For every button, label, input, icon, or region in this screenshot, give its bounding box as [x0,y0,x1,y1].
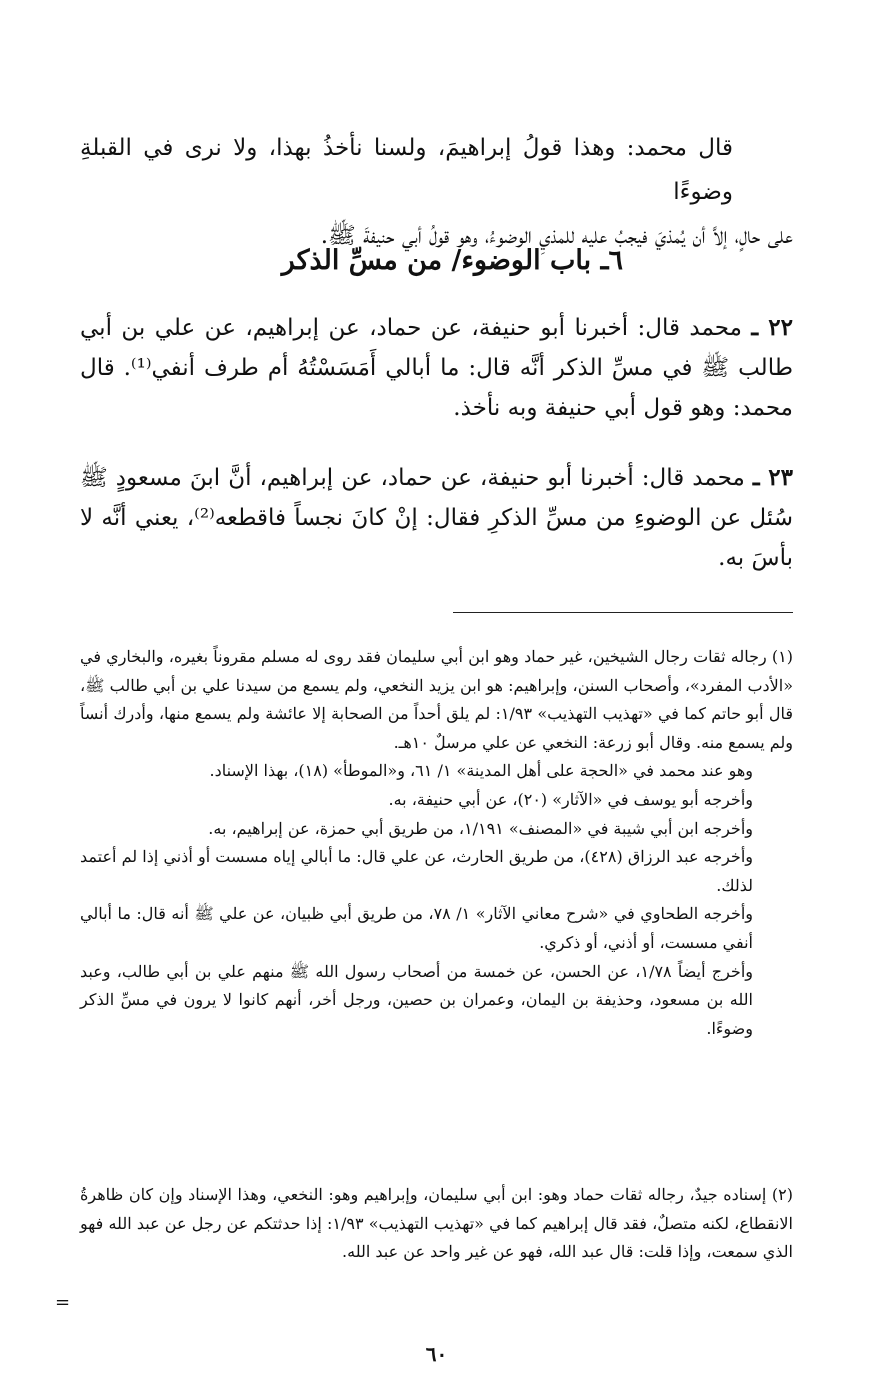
footnote-paragraph: وأخرج أيضاً ١/٧٨، عن الحسن، عن خمسة من أصحاب رسول الله ﷺ منهم علي بن أبي طالب، وعبد الله بن مسعود، وحذيفة بن اليمان، وعمران بن حصين، ورجل أخر، أنهم كانوا لا يرون في مسِّ الذكر وضوءًا. [80,961,753,1038]
page-number: ٦٠ [425,1342,448,1366]
footnote-paragraph: وهو عند محمد في «الحجة على أهل المدينة» ١/ ٦١، و«الموطأ» (١٨)، بهذا الإسناد. [209,761,753,781]
footnote-paragraph [80,1181,793,1267]
intro-line-2: على حالٍ، إلاَّ أن يُمذيَ فيجبُ عليه للمذيِ الوضوءُ، وهو قولُ أبي حنيفةَ ﷺ. [320,223,793,249]
intro-line-1: قال محمد: وهذا قولُ إبراهيمَ، ولسنا نأخذُ بهذا، ولا نرى في القبلةِ وضوءًا [80,135,733,205]
footnote-marker: (١) [771,647,793,666]
footnote-marker: (٢) [771,1185,793,1204]
footnote-2 [80,1181,793,1267]
footnote-paragraph [80,643,793,757]
hadith-number: ٢٣ ـ [752,464,793,491]
footnote-paragraph: وأخرجه عبد الرزاق (٤٢٨)، من طريق الحارث، عن علي قال: ما أبالي إياه مسست أو أذني إذا لم أعتمد لذلك. [80,847,753,895]
hadith-text: محمد قال: أخبرنا أبو حنيفة، عن حماد، عن إبراهيم، عن علي بن أبي طالب ﷺ في مسِّ الذكر أنَّه قال: ما أبالي أَمَسَسْتُهُ أم طرف أنفي⁽¹⁾. قال محمد: وهو قول أبي حنيفة وبه نأخذ. [80,315,794,421]
hadith-22 [80,308,793,428]
footnote-1 [80,643,793,1043]
footnote-text: رجاله ثقات رجال الشيخين، غير حماد وهو ابن أبي سليمان فقد روى له مسلم مقروناً بغيره، والبخاري في «الأدب المفرد»، وأصحاب السنن، وإبراهيم: هو ابن يزيد النخعي، ولم يسمع من سيدنا علي بن أبي طالب ﷺ، قال أبو حاتم كما في «تهذيب التهذيب» ١/٩٣: لم يلق أحداً من الصحابة إلا عائشة ولم يسمع منها، وأدرك أنساً ولم يسمع منه. وقال أبو زرعة: النخعي عن علي مرسلٌ ١٠هـ. [80,647,794,752]
chapter-title: ٦ـ باب الوضوء/ من مسِّ الذكر [281,245,623,276]
footnote-continuation-mark: = [55,1292,71,1313]
footnote-paragraph: وأخرجه الطحاوي في «شرح معاني الآثار» ١/ ٧٨، من طريق أبي ظبيان، عن علي ﷺ أنه قال: ما أبالي أنفي مسست، أو أذني، أو ذكري. [80,904,754,952]
footnote-paragraph: وأخرجه ابن أبي شيبة في «المصنف» ١/١٩١، من طريق أبي حمزة، عن إبراهيم، به. [208,818,753,838]
hadith-23 [80,458,793,578]
chapter-heading-row [80,245,793,285]
footnote-paragraph: وأخرجه أبو يوسف في «الآثار» (٢٠)، عن أبي حنيفة، به. [388,789,753,809]
intro-paragraph [80,126,793,258]
footnote-separator [453,612,793,613]
hadith-number: ٢٢ ـ [751,314,793,341]
hadith-text: محمد قال: أخبرنا أبو حنيفة، عن حماد، عن إبراهيم، أنَّ ابنَ مسعودٍ ﷺ سُئل عن الوضوءِ من مسِّ الذكرِ فقال: إنْ كانَ نجساً فاقطعه⁽²⁾، يعني أنَّه لا بأسَ به. [80,465,793,571]
footnote-text: إسناده جيدٌ، رجاله ثقات حماد وهو: ابن أبي سليمان، وإبراهيم وهو: النخعي، وهذا الإسناد وإن كان ظاهرةُ الانقطاع، لكنه متصلٌ، فقد قال إبراهيم كما في «تهذيب التهذيب» ١/٩٣: إذا حدثتكم عن رجل عن عبد الله فهو الذي سمعت، وإذا قلت: قال عبد الله، فهو عن غير واحد عن عبد الله. [80,1185,794,1262]
